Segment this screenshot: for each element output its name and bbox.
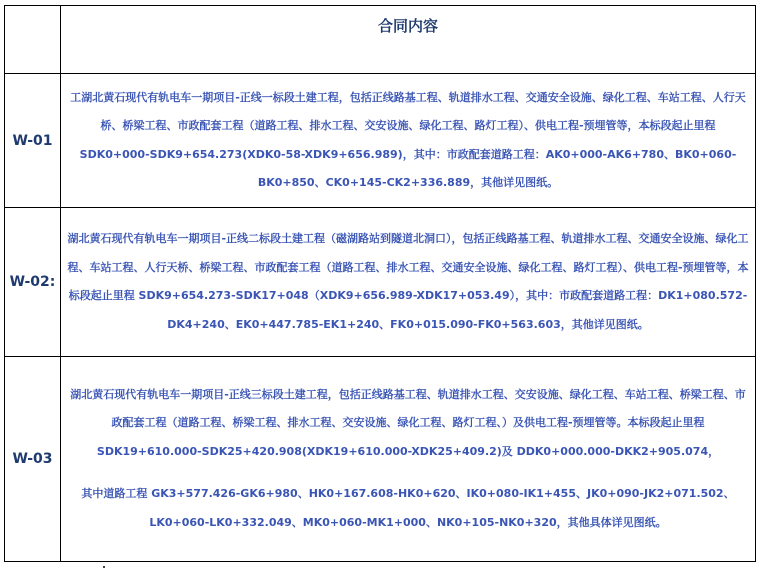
row-content (61, 357, 756, 562)
table-row (5, 74, 756, 208)
header-title-cell (61, 6, 756, 74)
row-content-text: 湖北黄石现代有轨电车一期项目-正线三标段土建工程，包括正线路基工程、轨道排水工程、交安设施、绿化工程、车站工程、桥梁工程、市政配套工程（道路工程、桥梁工程、排水工程、交安设施、绿化工程、路灯工程、）及供电工程-预埋管等。本标段起止里程 SDK19+610.000-SDK25+420.908(XDK19+610.000-XDK25+409.2)及 DDK0+000.000-DKK2+905.074， (70, 387, 746, 458)
contract-table (4, 5, 756, 562)
table-header-row (5, 6, 756, 74)
row-code: W-01 (5, 74, 61, 208)
table-row (5, 357, 756, 562)
header-code-cell (5, 6, 61, 74)
row-content-text: 工湖北黄石现代有轨电车一期项目-正线一标段土建工程，包括正线路基工程、轨道排水工程、交通安全设施、绿化工程、车站工程、人行天桥、桥梁工程、市政配套工程（道路工程、排水工程、交安设施、绿化工程、路灯工程）、供电工程-预埋管等，本标段起止里程 SDK0+000-SDK9+654.273(XDK0-58-XDK9+656.989)，其中：市政配套道路工程：AK0+000-AK6+780、BK0+060-BK0+850、CK0+145-CK2+336.889，其他详见图纸。 (70, 90, 746, 189)
row-content-extra-text: 其中道路工程 GK3+577.426-GK6+980、HK0+167.608-HK0+620、IK0+080-IK1+455、JK0+090-JK2+071.502、LK0+060-LK0+332.049、MK0+060-MK1+000、NK0+105-NK0+320，其他具体详见图纸。 (81, 487, 735, 529)
contract-content-title: 合同内容 (377, 17, 438, 35)
paragraph-gap (67, 466, 749, 480)
row-content-text: 湖北黄石现代有轨电车一期项目-正线二标段土建工程（磁湖路站到隧道北洞口），包括正线路基工程、轨道排水工程、交通安全设施、绿化工程、车站工程、人行天桥、桥梁工程、市政配套工程（道路工程、排水工程、交通安全设施、绿化工程、路灯工程）、供电工程-预埋管等，本标段起止里程 SDK9+654.273-SDK17+048（XDK9+656.989-XDK17+053.49），其中：市政配套道路工程：DK1+080.572-DK4+240、EK0+447.785-EK1+240、FK0+015.090-FK0+563.603，其他详见图纸。 (67, 232, 749, 331)
row-code: W-02: (5, 208, 61, 357)
table-row (5, 208, 756, 357)
row-code: W-03 (5, 357, 61, 562)
row-content (61, 74, 756, 208)
row-content (61, 208, 756, 357)
stray-dot (103, 566, 105, 568)
